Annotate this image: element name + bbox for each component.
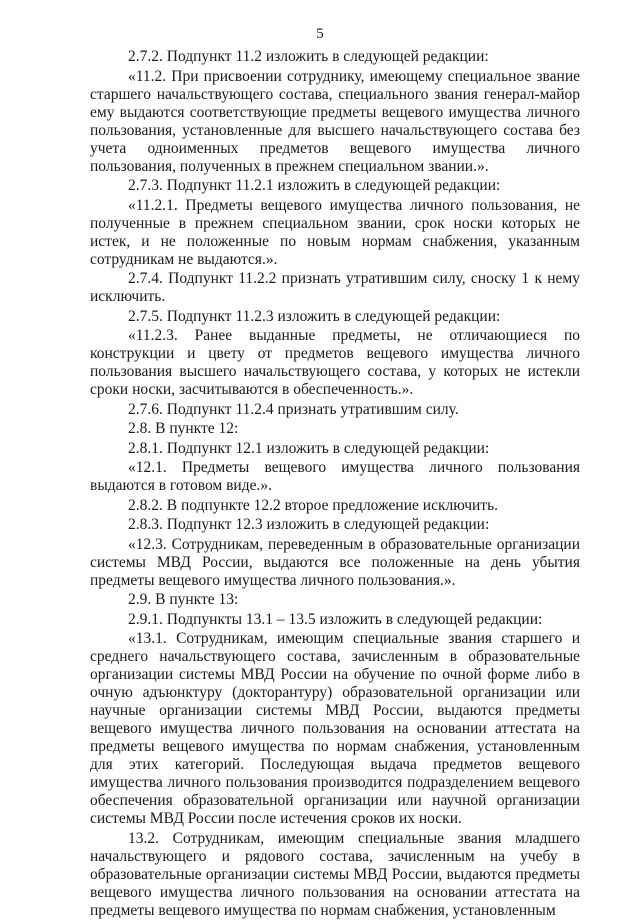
paragraph-2-7-6: 2.7.6. Подпункт 11.2.4 признать утратившим силу.	[128, 400, 459, 418]
paragraph-2-9-1: 2.9.1. Подпункты 13.1 – 13.5 изложить в следующей редакции:	[128, 610, 543, 628]
paragraph-12-1: «12.1. Предметы вещевого имущества личного пользования выдаются в готовом виде.».	[90, 459, 580, 494]
paragraph-12-3: «12.3. Сотрудникам, переведенным в образовательные организации системы МВД России, выдаются все положенные на день убытия предметы вещевого имущества личного пользования.».	[90, 535, 580, 589]
paragraph-11-2-1: «11.2.1. Предметы вещевого имущества личного пользования, не полученные в прежнем специальном звании, срок носки которых не истек, и не положенные по новым нормам снабжения, указанным сотрудникам не выдаются.».	[90, 196, 580, 268]
paragraph-2-7-5: 2.7.5. Подпункт 11.2.3 изложить в следующей редакции:	[128, 307, 501, 325]
document-body	[90, 48, 580, 921]
paragraph-13-1: «13.1. Сотрудникам, имеющим специальные звания старшего и среднего начальствующего состава, зачисленным в образовательные организации системы МВД России на обучение по очной форме либо в очную адъюнктуру (докторантуру) образовательной организации или научные организации системы МВД России, выдаются предметы вещевого имущества личного пользования на основании аттестата на предметы вещевого имущества по нормам снабжения, установленным для этих категорий. Последующая выдача предметов вещевого имущества личного пользования производится подразделением вещевого обеспечения образовательной организации или научной организации системы МВД России после истечения сроков их носки.	[90, 630, 580, 827]
paragraph-2-7-4: 2.7.4. Подпункт 11.2.2 признать утратившим силу, сноску 1 к нему исключить.	[90, 270, 580, 305]
page-number: 5	[316, 26, 324, 42]
paragraph-2-7-2: 2.7.2. Подпункт 11.2 изложить в следующей редакции:	[128, 48, 489, 65]
paragraph-2-8-2: 2.8.2. В подпункте 12.2 второе предложение исключить.	[128, 496, 499, 514]
paragraph-2-8: 2.8. В пункте 12:	[128, 420, 239, 437]
paragraph-2-8-1: 2.8.1. Подпункт 12.1 изложить в следующей редакции:	[128, 439, 490, 457]
paragraph-2-9: 2.9. В пункте 13:	[128, 591, 239, 608]
paragraph-2-8-3: 2.8.3. Подпункт 12.3 изложить в следующей редакции:	[128, 516, 490, 533]
paragraph-13-2: 13.2. Сотрудникам, имеющим специальные звания младшего начальствующего и рядового состава, зачисленным на учебу в образовательные организации системы МВД России, выдаются предметы вещевого имущества личного пользования на основании аттестата на предметы вещевого имущества по нормам снабжения, установленным	[90, 829, 580, 919]
paragraph-11-2: «11.2. При присвоении сотруднику, имеющему специальное звание старшего начальствующего состава, специального звания генерал-майор ему выдаются соответствующие предметы вещевого имущества личного пользования, установленные для высшего начальствующего состава без учета одноименных предметов вещевого имущества личного пользования, полученных в прежнем специальном звании.».	[90, 67, 580, 175]
paragraph-11-2-3: «11.2.3. Ранее выданные предметы, не отличающиеся по конструкции и цвету от предметов вещевого имущества личного пользования высшего начальствующего состава, у которых не истекли сроки носки, засчитываются в обеспеченность.».	[90, 327, 580, 398]
paragraph-2-7-3: 2.7.3. Подпункт 11.2.1 изложить в следующей редакции:	[128, 177, 501, 194]
